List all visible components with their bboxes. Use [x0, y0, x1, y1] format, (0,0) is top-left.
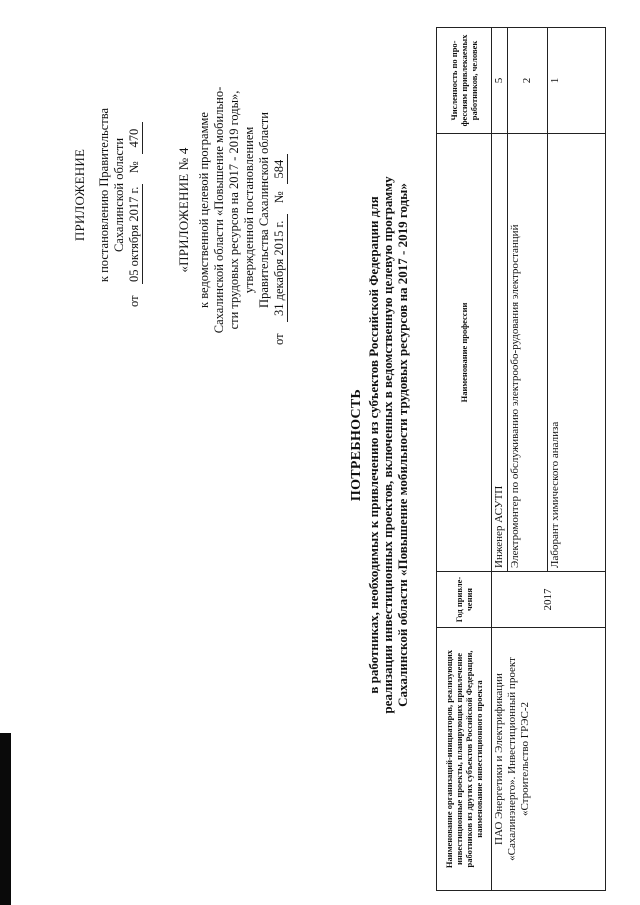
- appendix-2-number: 584: [272, 154, 288, 184]
- appendix-1-num-label: №: [127, 161, 141, 174]
- appendix-2-from-label: от: [272, 333, 286, 345]
- table-header-row: [437, 28, 492, 891]
- appendix-2-signature-row: [272, 65, 288, 345]
- heading-line-2: реализации инвестиционных проектов, включенных в ведомственную целевую программу: [380, 176, 395, 714]
- organization-cell: [492, 628, 606, 891]
- year-cell: 2017: [492, 572, 606, 628]
- count-cell: 2: [508, 28, 548, 134]
- appendix-1-line1: к постановлению Правительства: [97, 107, 111, 283]
- appendix-1-date: 05 октября 2017 г.: [127, 184, 143, 284]
- appendix-2-block: [176, 65, 288, 355]
- profession-cell: Электромонтер по обслуживанию электрообо-рудования электростанций: [508, 134, 548, 572]
- organization-line-2: «Сахалинэнерго». Инвестиционный проект: [506, 657, 518, 861]
- appendix-2-line-2: Сахалинской области «Повышение мобильно-: [212, 86, 226, 334]
- profession-cell: Лаборант химического анализа: [548, 134, 606, 572]
- organization-line-1: ПАО Энергетики и Электрификации: [493, 673, 505, 845]
- table-row: [492, 28, 508, 891]
- profession-cell: Инженер АСУТП: [492, 134, 508, 572]
- header-count: Численность по про-фессиям привлекаемых работников, человек: [437, 28, 492, 134]
- heading-line-1: в работниках, необходимых к привлечению из субъектов Российской Федерации для: [365, 196, 381, 694]
- appendix-1-title: ПРИЛОЖЕНИЕ: [72, 148, 87, 242]
- workers-demand-table: [436, 27, 606, 891]
- document-heading: [350, 95, 410, 795]
- header-year: Год привле-чения: [437, 572, 492, 628]
- appendix-1-from-label: от: [127, 295, 141, 307]
- appendix-1-line2: Сахалинской области: [112, 137, 126, 253]
- appendix-2-line-4: утвержденной постановлением: [242, 126, 256, 294]
- header-profession: Наименование профессии: [437, 134, 492, 572]
- appendix-2-date: 31 декабря 2015 г.: [272, 214, 288, 322]
- appendix-2-line-5: Правительства Сахалинской области: [257, 112, 271, 308]
- count-cell: 5: [492, 28, 508, 134]
- appendix-2-line-3: сти трудовых ресурсов на 2017 - 2019 годы»,: [227, 90, 241, 330]
- appendix-2-title: «ПРИЛОЖЕНИЕ № 4: [176, 147, 191, 273]
- appendix-2-line-1: к ведомственной целевой программе: [197, 112, 211, 308]
- appendix-2-num-label: №: [272, 191, 286, 204]
- header-organization: Наименование организаций-инициаторов, реализующих инвестиционные проекты, планирующих привлечение работников из других субъектов Российской Федерации, наименование инвестиционного проекта: [437, 628, 492, 891]
- heading-line-3: Сахалинской области «Повышение мобильности трудовых ресурсов на 2017 - 2019 годы»: [394, 183, 410, 707]
- appendix-1-block: [72, 85, 143, 305]
- heading-title: ПОТРЕБНОСТЬ: [349, 388, 364, 502]
- organization-line-3: «Строительство ГРЭС-2: [519, 702, 531, 817]
- appendix-1-signature-row: [127, 85, 143, 307]
- count-cell: 1: [548, 28, 606, 134]
- appendix-1-number: 470: [127, 122, 143, 154]
